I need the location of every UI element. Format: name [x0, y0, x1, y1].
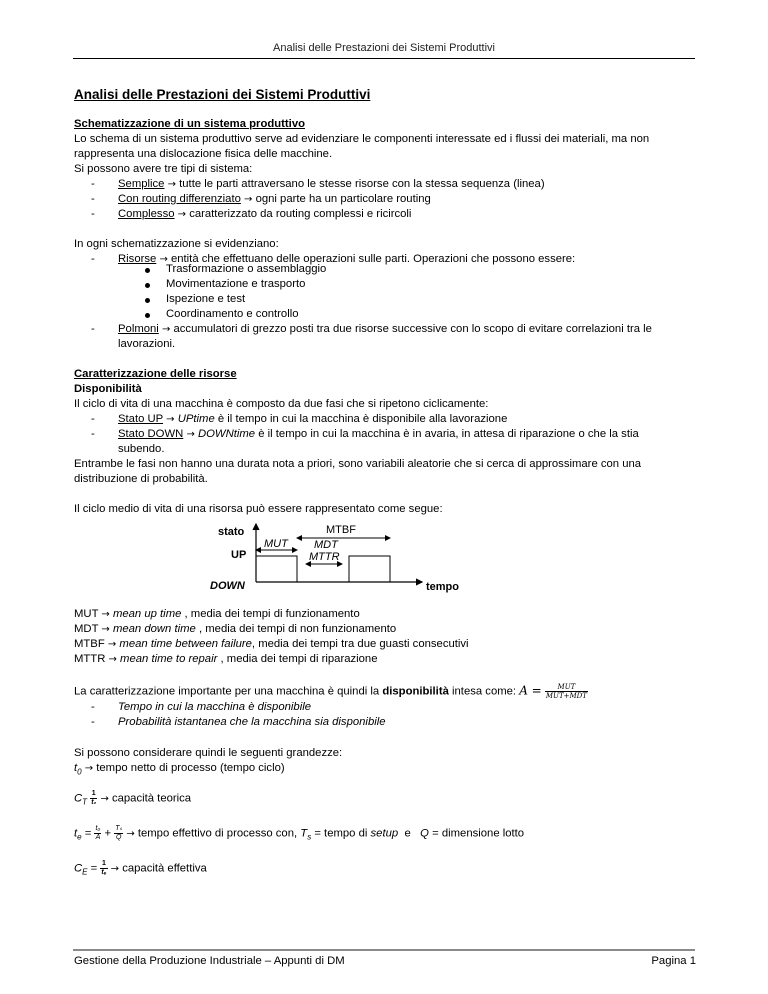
list-item: Probabilità istantanea che la macchina sia disponibile: [118, 716, 386, 728]
list-item: Tempo in cui la macchina è disponibile: [118, 701, 311, 713]
bullet: [145, 283, 150, 288]
list-dash: -: [91, 716, 95, 728]
label-mut: MUT: [264, 538, 288, 550]
header-rule: [73, 58, 695, 59]
list-item-cont: subendo.: [118, 443, 165, 455]
paragraph: Si possono avere tre tipi di sistema:: [74, 163, 253, 175]
subheading: Disponibilità: [74, 383, 142, 395]
list-dash: -: [91, 178, 95, 190]
list-dash: -: [91, 701, 95, 713]
section-heading: Schematizzazione di un sistema produttivo: [74, 118, 305, 130]
definition: MTBF → mean time between failure, media dei tempi tra due guasti consecutivi: [74, 638, 469, 650]
definition: MUT → mean up time , media dei tempi di funzionamento: [74, 608, 360, 620]
list-item: Stato DOWN → DOWNtime è il tempo in cui la macchina è in avaria, in attesa di riparazione o che la stia: [118, 428, 639, 440]
label-down: DOWN: [210, 580, 245, 592]
label-mttr: MTTR: [309, 551, 340, 563]
list-item: Ispezione e test: [166, 293, 246, 305]
bullet: [145, 298, 150, 303]
list-item: Con routing differenziato → ogni parte ha un particolare routing: [118, 193, 431, 205]
availability-sentence: La caratterizzazione importante per una macchina è quindi la disponibilità intesa come: A = $\frac{\text{MUT}}{\text{MUT+MDT}}$: [74, 683, 587, 700]
definition-t0: $t_0$ → tempo netto di processo (tempo ciclo): [74, 762, 285, 777]
bullet: [145, 313, 150, 318]
list-item: Trasformazione o assemblaggio: [166, 263, 327, 275]
list-dash: -: [91, 253, 95, 265]
paragraph: Si possono considerare quindi le seguenti grandezze:: [74, 747, 343, 759]
definition-ct: $C_T$ $\frac{1}{\text{t₀}}$ → capacità teorica: [74, 790, 192, 807]
label-stato: stato: [218, 526, 245, 538]
list-dash: -: [91, 208, 95, 220]
list-item: Complesso → caratterizzato da routing complessi e ricircoli: [118, 208, 412, 220]
footer-rule: [73, 949, 695, 951]
section-heading: Caratterizzazione delle risorse: [74, 368, 237, 380]
list-item-cont: lavorazioni.: [118, 338, 176, 350]
list-dash: -: [91, 428, 95, 440]
list-item: Coordinamento e controllo: [166, 308, 299, 320]
page-header: Analisi delle Prestazioni dei Sistemi Produttivi: [273, 42, 495, 54]
definition: MDT → mean down time , media dei tempi di non funzionamento: [74, 623, 397, 635]
label-tempo: tempo: [426, 581, 459, 593]
label-up: UP: [231, 549, 247, 561]
definition-te: $t_e$ = $\frac{\text{t₀}}{A}$ + $\frac{\text{Tₛ}}{Q}$ → tempo effettivo di processo con, $T_s$ = tempo di setup e Q = dimensione lotto: [74, 825, 525, 842]
paragraph: distribuzione di probabilità.: [74, 473, 208, 485]
label-mdt: MDT: [314, 539, 338, 551]
list-dash: -: [91, 193, 95, 205]
paragraph: Il ciclo medio di vita di una risorsa può essere rappresentato come segue:: [74, 503, 443, 515]
page-number: Pagina 1: [651, 955, 696, 967]
bullet: [145, 268, 150, 273]
list-item: Polmoni → accumulatori di grezzo posti tra due risorse successive con lo scopo di evitare correlazioni tra le: [118, 323, 652, 335]
page-title: Analisi delle Prestazioni dei Sistemi Produttivi: [74, 87, 371, 102]
availability-formula: $\frac{\text{MUT}}{\text{MUT+MDT}}$: [545, 683, 587, 700]
paragraph: rappresenta una dislocazione fisica delle macchine.: [74, 148, 333, 160]
definition-ce: $C_E$ = $\frac{1}{\text{tₑ}}$ → capacità effettiva: [74, 860, 207, 877]
paragraph: Il ciclo di vita di una macchina è composto da due fasi che si ripetono ciclicamente:: [74, 398, 489, 410]
availability-cycle-diagram: [210, 518, 470, 594]
list-item: Semplice → tutte le parti attraversano le stesse risorse con la stessa sequenza (linea): [118, 178, 545, 190]
paragraph: Entrambe le fasi non hanno una durata nota a priori, sono variabili aleatorie che si cerca di approssimare con una: [74, 458, 642, 470]
list-dash: -: [91, 323, 95, 335]
list-item: Movimentazione e trasporto: [166, 278, 306, 290]
footer-title: Gestione della Produzione Industriale – Appunti di DM: [74, 955, 345, 967]
paragraph: Lo schema di un sistema produttivo serve ad evidenziare le componenti interessate ed i flussi dei materiali, ma non: [74, 133, 650, 145]
label-mtbf: MTBF: [326, 524, 356, 536]
paragraph: In ogni schematizzazione si evidenziano:: [74, 238, 279, 250]
list-dash: -: [91, 413, 95, 425]
list-item: Stato UP → UPtime è il tempo in cui la macchina è disponibile alla lavorazione: [118, 413, 508, 425]
definition: MTTR → mean time to repair , media dei tempi di riparazione: [74, 653, 378, 665]
list-item: Risorse → entità che effettuano delle operazioni sulle parti. Operazioni che possono essere:: [118, 253, 576, 265]
